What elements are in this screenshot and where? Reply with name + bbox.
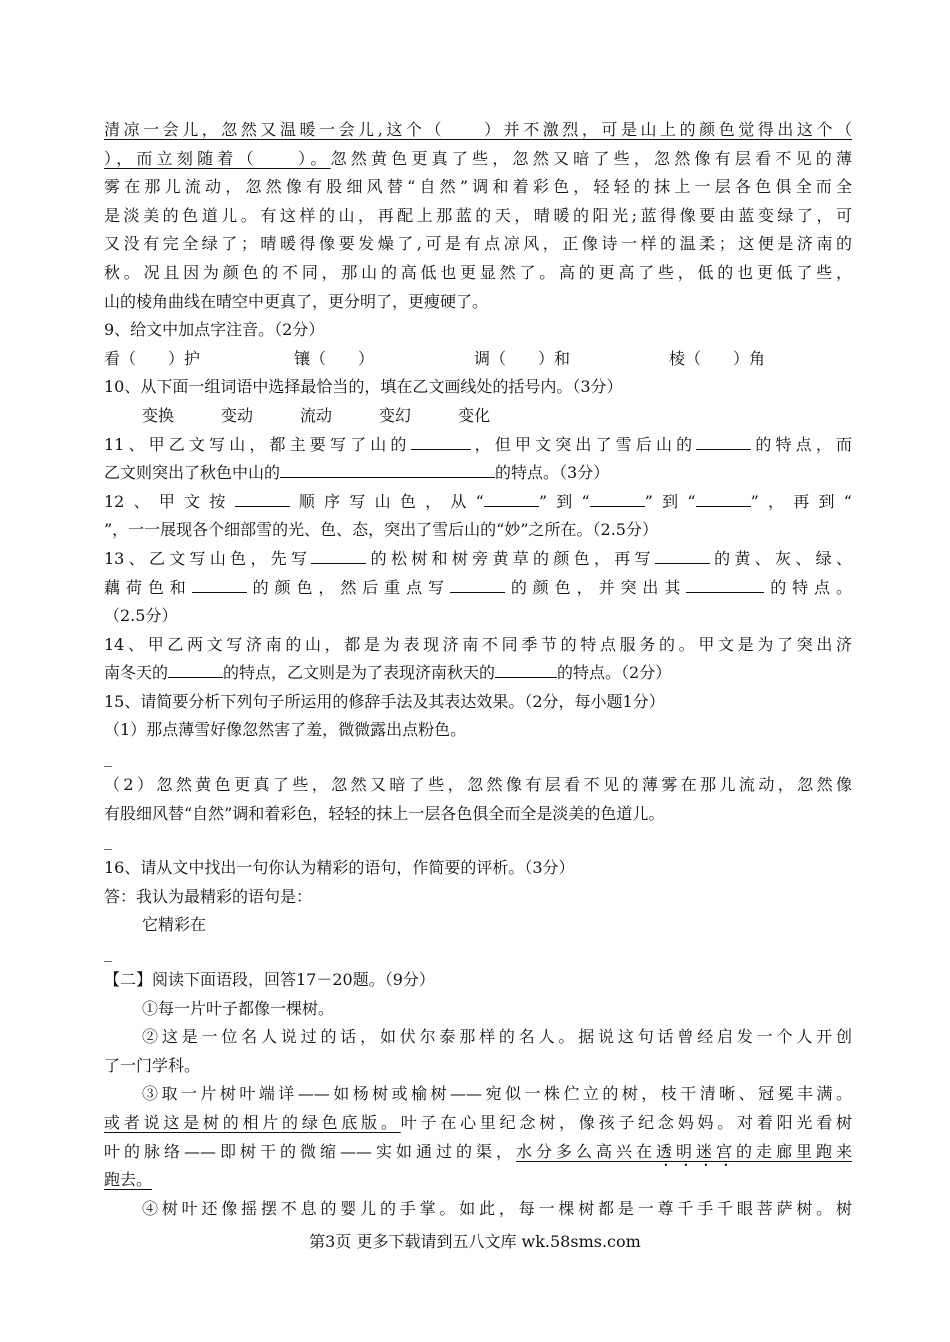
question-15: 15、请简要分析下列句子所运用的修辞手法及其表达效果。（2分，每小题1分） — [104, 691, 665, 711]
question-13-cont: 藕荷色和 的颜色，然后重点写 的颜色，并突出其 的特点。 — [104, 577, 852, 597]
dotted-words: 透明迷宫 — [655, 1141, 736, 1161]
underlined-sentence: 跑去。 — [104, 1170, 153, 1190]
question-12: 12、甲文按 顺序写山色，从“ ”到“ ”到“ ”，再到“ — [104, 491, 852, 511]
question-9: 9、给文中加点字注音。（2分） — [104, 320, 325, 340]
paragraph-4: ④树叶还像摇摆不息的婴儿的手掌。如此，每一棵树都是一尊千手千眼菩萨树。树 — [142, 1198, 852, 1218]
answer-blank[interactable] — [686, 578, 764, 593]
q16-answer-1: 答：我认为最精彩的语句是： — [104, 886, 313, 906]
section-2-header: 【二】阅读下面语段，回答17－20题。（9分） — [104, 970, 435, 990]
question-12-cont: ”，一一展现各个细部雪的光、色、态，突出了雪后山的“妙”之所在。（2.5分） — [104, 520, 658, 540]
question-16: 16、请从文中找出一句你认为精彩的语句，作简要的评析。（3分） — [104, 858, 575, 878]
question-13-score: （2.5分） — [104, 606, 178, 626]
answer-blank[interactable] — [311, 549, 366, 564]
question-11: 11、甲乙文写山，都主要写了山的 ，但甲文突出了雪后山的 的特点，而 — [104, 434, 852, 454]
answer-blank[interactable] — [411, 435, 471, 450]
answer-blank[interactable] — [495, 663, 557, 678]
word-option: 变幻 — [379, 405, 412, 425]
passage-line: 是淡美的色道儿。有这样的山，再配上那蓝的天，晴暖的阳光;蓝得像要由蓝变绿了，可 — [104, 205, 852, 225]
paragraph-3-cont: 或者说这是树的相片的绿色底版。叶子在心里纪念树，像孩子纪念妈妈。对着阳光看树 — [104, 1113, 852, 1132]
answer-line-marker[interactable]: _ — [104, 831, 112, 851]
page-content — [104, 116, 852, 1223]
passage-line: 又没有完全绿了；晴暖得像要发燥了,可是有点凉风，正像诗一样的温柔；这便是济南的 — [104, 234, 852, 254]
paragraph-1: ①每一片叶子都像一棵树。 — [142, 998, 335, 1018]
passage-line: 雾在那儿流动，忽然像有股细风替“自然”调和着彩色，轻轻的抹上一层各色俱全而全 — [104, 177, 852, 197]
answer-line-marker[interactable]: _ — [104, 943, 112, 963]
underlined-sentence: 的走廊里跑来 — [735, 1141, 852, 1161]
answer-blank[interactable] — [696, 492, 751, 507]
q9-item: 镶（ ） — [294, 348, 375, 368]
question-11-cont: 乙文则突出了秋色中山的 的特点。（3分） — [104, 463, 610, 483]
q9-items — [104, 345, 852, 374]
q9-item: 调（ ）和 — [474, 348, 571, 368]
paragraph-3-end — [104, 1166, 852, 1195]
answer-blank[interactable] — [192, 578, 247, 593]
paragraph-3-cont: 叶的脉络——即树干的微缩——实如通过的渠，水分多么高兴在透明迷宫的走廊里跑来 — [104, 1141, 852, 1161]
q9-item: 看（ ）护 — [104, 348, 201, 368]
word-option: 变换 — [142, 405, 175, 425]
answer-line-marker[interactable]: _ — [104, 748, 112, 768]
answer-blank[interactable] — [235, 492, 290, 507]
q15-sentence-2-cont: 有股细风替“自然”调和着彩色，轻轻的抹上一层各色俱全而全是淡美的色道儿。 — [104, 803, 665, 823]
q15-sentence-1: （1）那点薄雪好像忽然害了羞，微微露出点粉色。 — [104, 720, 467, 740]
question-10: 10、从下面一组词语中选择最恰当的，填在乙文画线处的括号内。（3分） — [104, 377, 623, 397]
page-footer: 第3页 更多下载请到五八文库 wk.58sms.com — [309, 1232, 641, 1251]
paragraph-3: ③取一片树叶端详——如杨树或榆树——宛似一株伫立的树，枝干清晰、冠冕丰满。 — [142, 1084, 852, 1104]
answer-blank[interactable] — [484, 492, 539, 507]
underlined-sentence: 水分多么高兴在 — [515, 1141, 656, 1161]
passage-line: ），而立刻随着（ ）。忽然黄色更真了些，忽然又暗了些，忽然像有层看不见的薄 — [104, 148, 852, 168]
q9-item: 棱（ ）角 — [669, 348, 766, 368]
passage-line — [104, 116, 852, 145]
paragraph-2-cont: 了一门学科。 — [104, 1055, 201, 1075]
answer-blank[interactable] — [590, 492, 645, 507]
passage-line: 秋。况且因为颜色的不同，那山的高低也更显然了。高的更高了些，低的也更低了些， — [104, 262, 852, 282]
q10-word-bank — [104, 402, 852, 431]
q15-sentence-2: （2）忽然黄色更真了些，忽然又暗了些，忽然像有层看不见的薄雾在那儿流动，忽然像 — [104, 775, 852, 795]
answer-blank[interactable] — [280, 463, 495, 478]
word-option: 变动 — [221, 405, 254, 425]
underlined-passage: 清凉一会儿，忽然又温暖一会儿,这个（ ）并不激烈，可是山上的颜色觉得出这个（ — [104, 120, 852, 139]
underlined-passage: ），而立刻随着（ ）。 — [104, 148, 331, 168]
answer-blank[interactable] — [168, 663, 223, 678]
underlined-sentence: 或者说这是树的相片的绿色底版。 — [104, 1113, 401, 1132]
question-13: 13、乙文写山色，先写 的松树和树旁黄草的颜色，再写 的黄、灰、绿、 — [104, 548, 852, 568]
q16-answer-2: 它精彩在 — [142, 915, 207, 935]
word-option: 变化 — [458, 405, 491, 425]
answer-blank[interactable] — [696, 435, 751, 450]
paragraph-2: ②这是一位名人说过的话，如伏尔泰那样的名人。据说这句话曾经启发一个人开创 — [142, 1027, 852, 1047]
passage-line: 山的棱角曲线在晴空中更真了，更分明了，更瘦硬了。 — [104, 291, 489, 311]
answer-blank[interactable] — [450, 578, 505, 593]
word-option: 流动 — [300, 405, 333, 425]
question-14: 14、甲乙两文写济南的山，都是为表现济南不同季节的特点服务的。甲文是为了突出济 — [104, 634, 852, 654]
answer-blank[interactable] — [655, 549, 710, 564]
question-14-cont: 南冬天的 的特点，乙文则是为了表现济南秋天的 的特点。（2分） — [104, 663, 672, 683]
